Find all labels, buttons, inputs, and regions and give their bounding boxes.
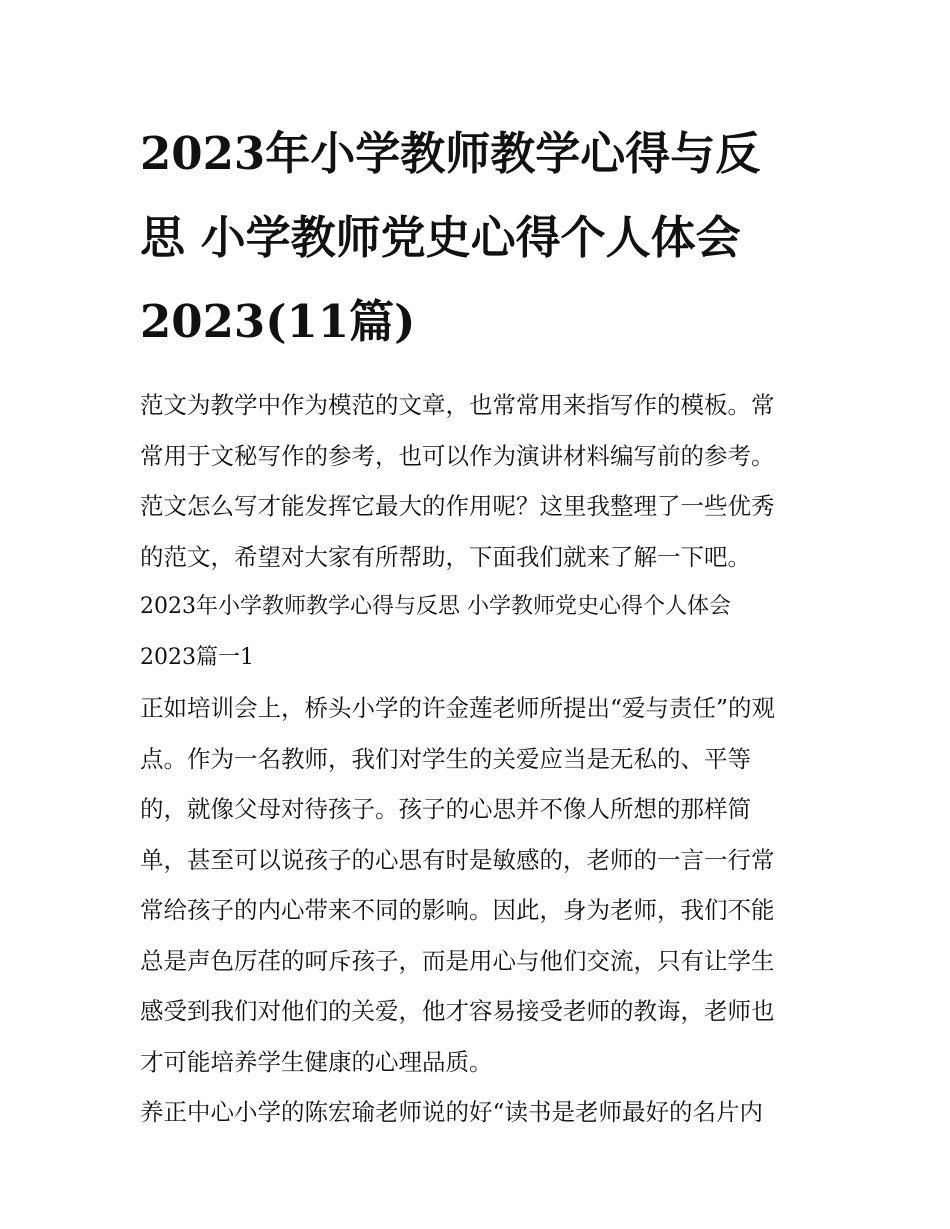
text-line: 单，甚至可以说孩子的心思有时是敏感的，老师的一言一行常 [140, 845, 775, 874]
text-line: 才可能培养学生健康的心理品质。 [140, 1047, 493, 1076]
intro-paragraph [140, 380, 812, 582]
title-line: 2023年小学教师教学心得与反 [140, 127, 761, 180]
text-line: 的范文，希望对大家有所帮助，下面我们就来了解一下吧。 [140, 542, 751, 571]
text-line: 2023年小学教师教学心得与反思 小学教师党史心得个人体会 [140, 594, 731, 619]
body-paragraph-2 [140, 1087, 812, 1138]
text-line: 2023篇一1 [140, 644, 254, 670]
text-line: 常用于文秘写作的参考，也可以作为演讲材料编写前的参考。 [140, 441, 775, 470]
text-line: 总是声色厉荏的呵斥孩子，而是用心与他们交流，只有让学生 [140, 946, 775, 975]
text-line: 的，就像父母对待孩子。孩子的心思并不像人所想的那样简 [140, 795, 751, 823]
text-line: 范文为教学中作为模范的文章，也常常用来指写作的模板。常 [140, 391, 775, 419]
title-line: 2023(11篇) [140, 295, 416, 348]
document-title [140, 112, 812, 364]
text-line: 点。作为一名教师，我们对学生的关爱应当是无私的、平等 [140, 744, 751, 773]
document-body [140, 380, 812, 1138]
text-line: 正如培训会上，桥头小学的许金莲老师所提出“爱与责任”的观 [140, 694, 776, 722]
body-paragraph-1 [140, 683, 812, 1087]
section-subheading [140, 582, 812, 683]
text-line: 范文怎么写才能发挥它最大的作用呢？这里我整理了一些优秀 [140, 492, 775, 520]
document-page [140, 112, 812, 1138]
text-line: 常给孩子的内心带来不同的影响。因此，身为老师，我们不能 [140, 896, 775, 924]
text-line: 感受到我们对他们的关爱，他才容易接受老师的教诲，老师也 [140, 997, 775, 1025]
title-line: 思 小学教师党史心得个人体会 [140, 211, 741, 264]
text-line: 养正中心小学的陈宏瑜老师说的好“读书是老师最好的名片内 [140, 1098, 764, 1126]
